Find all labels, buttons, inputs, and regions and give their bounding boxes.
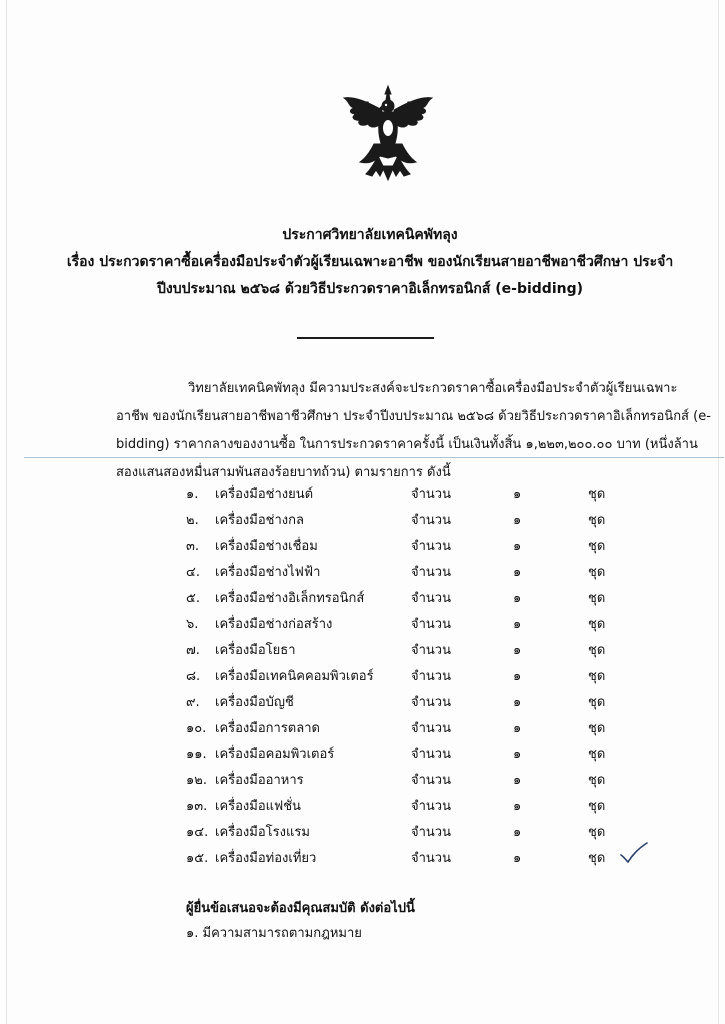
item-number: ๑๑. [186, 747, 207, 762]
item-number: ๙. [186, 695, 200, 710]
item-quantity-label: จำนวน [411, 825, 451, 840]
item-name: เครื่องมือเทคนิคคอมพิวเตอร์ [215, 669, 374, 684]
item-unit: ชุด [588, 799, 606, 814]
item-number: ๑๔. [186, 825, 209, 840]
item-quantity: ๑ [513, 773, 522, 788]
item-name: เครื่องมือโรงแรม [215, 825, 310, 840]
announcement-title [60, 222, 680, 303]
item-unit: ชุด [588, 539, 606, 554]
item-quantity-label: จำนวน [411, 643, 451, 658]
item-quantity: ๑ [513, 617, 522, 632]
item-unit: ชุด [588, 773, 606, 788]
item-number: ๑. [186, 487, 199, 502]
item-quantity-label: จำนวน [411, 487, 451, 502]
list-item [186, 846, 656, 872]
item-quantity: ๑ [513, 747, 522, 762]
list-item [186, 820, 656, 846]
page-edge-right [718, 0, 719, 1024]
item-unit: ชุด [588, 487, 606, 502]
list-item [186, 508, 656, 534]
item-name: เครื่องมือช่างยนต์ [215, 487, 314, 502]
item-name: เครื่องมือท่องเที่ยว [215, 851, 317, 866]
item-quantity: ๑ [513, 851, 522, 866]
item-quantity-label: จำนวน [411, 799, 451, 814]
title-divider [297, 337, 434, 339]
paragraph-line-3: bidding) ราคากลางของงานซื้อ ในการประกวดราคาครั้งนี้ เป็นเงินทั้งสิ้น ๑,๒๒๓,๒๐๐.๐๐ บาท (หนึ่งล้าน [116, 437, 698, 452]
list-item [186, 612, 656, 638]
item-quantity: ๑ [513, 695, 522, 710]
list-item [186, 586, 656, 612]
item-number: ๓. [186, 539, 200, 554]
item-list [186, 482, 656, 872]
item-quantity-label: จำนวน [411, 695, 451, 710]
list-item [186, 664, 656, 690]
item-unit: ชุด [588, 617, 606, 632]
item-number: ๗. [186, 643, 200, 658]
title-line-3: ปีงบประมาณ ๒๕๖๘ ด้วยวิธีประกวดราคาอิเล็กทรอนิกส์ (e-bidding) [156, 281, 584, 297]
item-name: เครื่องมือช่างก่อสร้าง [215, 617, 333, 632]
item-name: เครื่องมือช่างอิเล็กทรอนิกส์ [215, 591, 365, 606]
item-quantity: ๑ [513, 669, 522, 684]
intro-paragraph [116, 375, 711, 487]
list-item [186, 560, 656, 586]
item-quantity-label: จำนวน [411, 669, 451, 684]
item-unit: ชุด [588, 565, 606, 580]
item-unit: ชุด [588, 643, 606, 658]
item-unit: ชุด [588, 513, 606, 528]
item-name: เครื่องมือช่างไฟฟ้า [215, 565, 321, 580]
list-item [186, 482, 656, 508]
garuda-emblem-icon [340, 84, 436, 182]
title-line-2: เรื่อง ประกวดราคาซื้อเครื่องมือประจำตัวผู้เรียนเฉพาะอาชีพ ของนักเรียนสายอาชีพอาชีวศึกษา ประจำ [66, 254, 674, 270]
item-quantity-label: จำนวน [411, 721, 451, 736]
qualifications-heading: ผู้ยื่นข้อเสนอจะต้องมีคุณสมบัติ ดังต่อไปนี้ [186, 901, 415, 916]
item-quantity: ๑ [513, 643, 522, 658]
list-item [186, 534, 656, 560]
item-unit: ชุด [588, 825, 606, 840]
item-quantity-label: จำนวน [411, 747, 451, 762]
item-quantity: ๑ [513, 825, 522, 840]
item-quantity-label: จำนวน [411, 773, 451, 788]
item-quantity: ๑ [513, 565, 522, 580]
scan-artifact-line [24, 457, 724, 458]
list-item [186, 794, 656, 820]
item-unit: ชุด [588, 695, 606, 710]
list-item [186, 638, 656, 664]
item-number: ๑๐. [186, 721, 207, 736]
item-quantity-label: จำนวน [411, 539, 451, 554]
item-number: ๑๓. [186, 799, 208, 814]
item-quantity-label: จำนวน [411, 591, 451, 606]
item-number: ๒. [186, 513, 199, 528]
item-name: เครื่องมือการตลาด [215, 721, 320, 736]
item-unit: ชุด [588, 669, 606, 684]
item-number: ๖. [186, 617, 199, 632]
item-number: ๔. [186, 565, 200, 580]
list-item [186, 768, 656, 794]
list-item [186, 716, 656, 742]
item-number: ๕. [186, 591, 200, 606]
item-quantity-label: จำนวน [411, 565, 451, 580]
paragraph-line-4: สองแสนสองหมื่นสามพันสองร้อยบาทถ้วน) ตามรายการ ดังนี้ [116, 465, 451, 480]
item-number: ๑๕. [186, 851, 209, 866]
item-number: ๘. [186, 669, 201, 684]
list-item [186, 690, 656, 716]
item-name: เครื่องมือช่างกล [215, 513, 304, 528]
item-unit: ชุด [588, 851, 606, 866]
item-quantity: ๑ [513, 513, 522, 528]
item-unit: ชุด [588, 591, 606, 606]
item-quantity: ๑ [513, 591, 522, 606]
item-unit: ชุด [588, 721, 606, 736]
item-name: เครื่องมือโยธา [215, 643, 296, 658]
item-quantity-label: จำนวน [411, 617, 451, 632]
item-quantity: ๑ [513, 487, 522, 502]
page-edge-left [6, 0, 7, 1024]
item-name: เครื่องมือบัญชี [215, 695, 294, 710]
item-quantity: ๑ [513, 539, 522, 554]
item-number: ๑๒. [186, 773, 207, 788]
title-line-1: ประกาศวิทยาลัยเทคนิคพัทลุง [282, 227, 458, 243]
item-quantity: ๑ [513, 721, 522, 736]
item-quantity-label: จำนวน [411, 513, 451, 528]
paragraph-line-2: อาชีพ ของนักเรียนสายอาชีพอาชีวศึกษา ประจำปีงบประมาณ ๒๕๖๘ ด้วยวิธีประกวดราคาอิเล็กทรอนิกส์ (e- [116, 409, 711, 424]
item-name: เครื่องมืออาหาร [215, 773, 304, 788]
item-name: เครื่องมือคอมพิวเตอร์ [215, 747, 335, 762]
item-name: เครื่องมือแฟชั่น [215, 799, 301, 814]
item-quantity: ๑ [513, 799, 522, 814]
list-item [186, 742, 656, 768]
handwritten-checkmark-icon [619, 842, 649, 864]
item-quantity-label: จำนวน [411, 851, 451, 866]
item-name: เครื่องมือช่างเชื่อม [215, 539, 318, 554]
paragraph-line-1: วิทยาลัยเทคนิคพัทลุง มีความประสงค์จะประกวดราคาซื้อเครื่องมือประจำตัวผู้เรียนเฉพาะ [188, 381, 678, 396]
qualification-item: ๑. มีความสามารถตามกฎหมาย [186, 926, 362, 941]
item-unit: ชุด [588, 747, 606, 762]
